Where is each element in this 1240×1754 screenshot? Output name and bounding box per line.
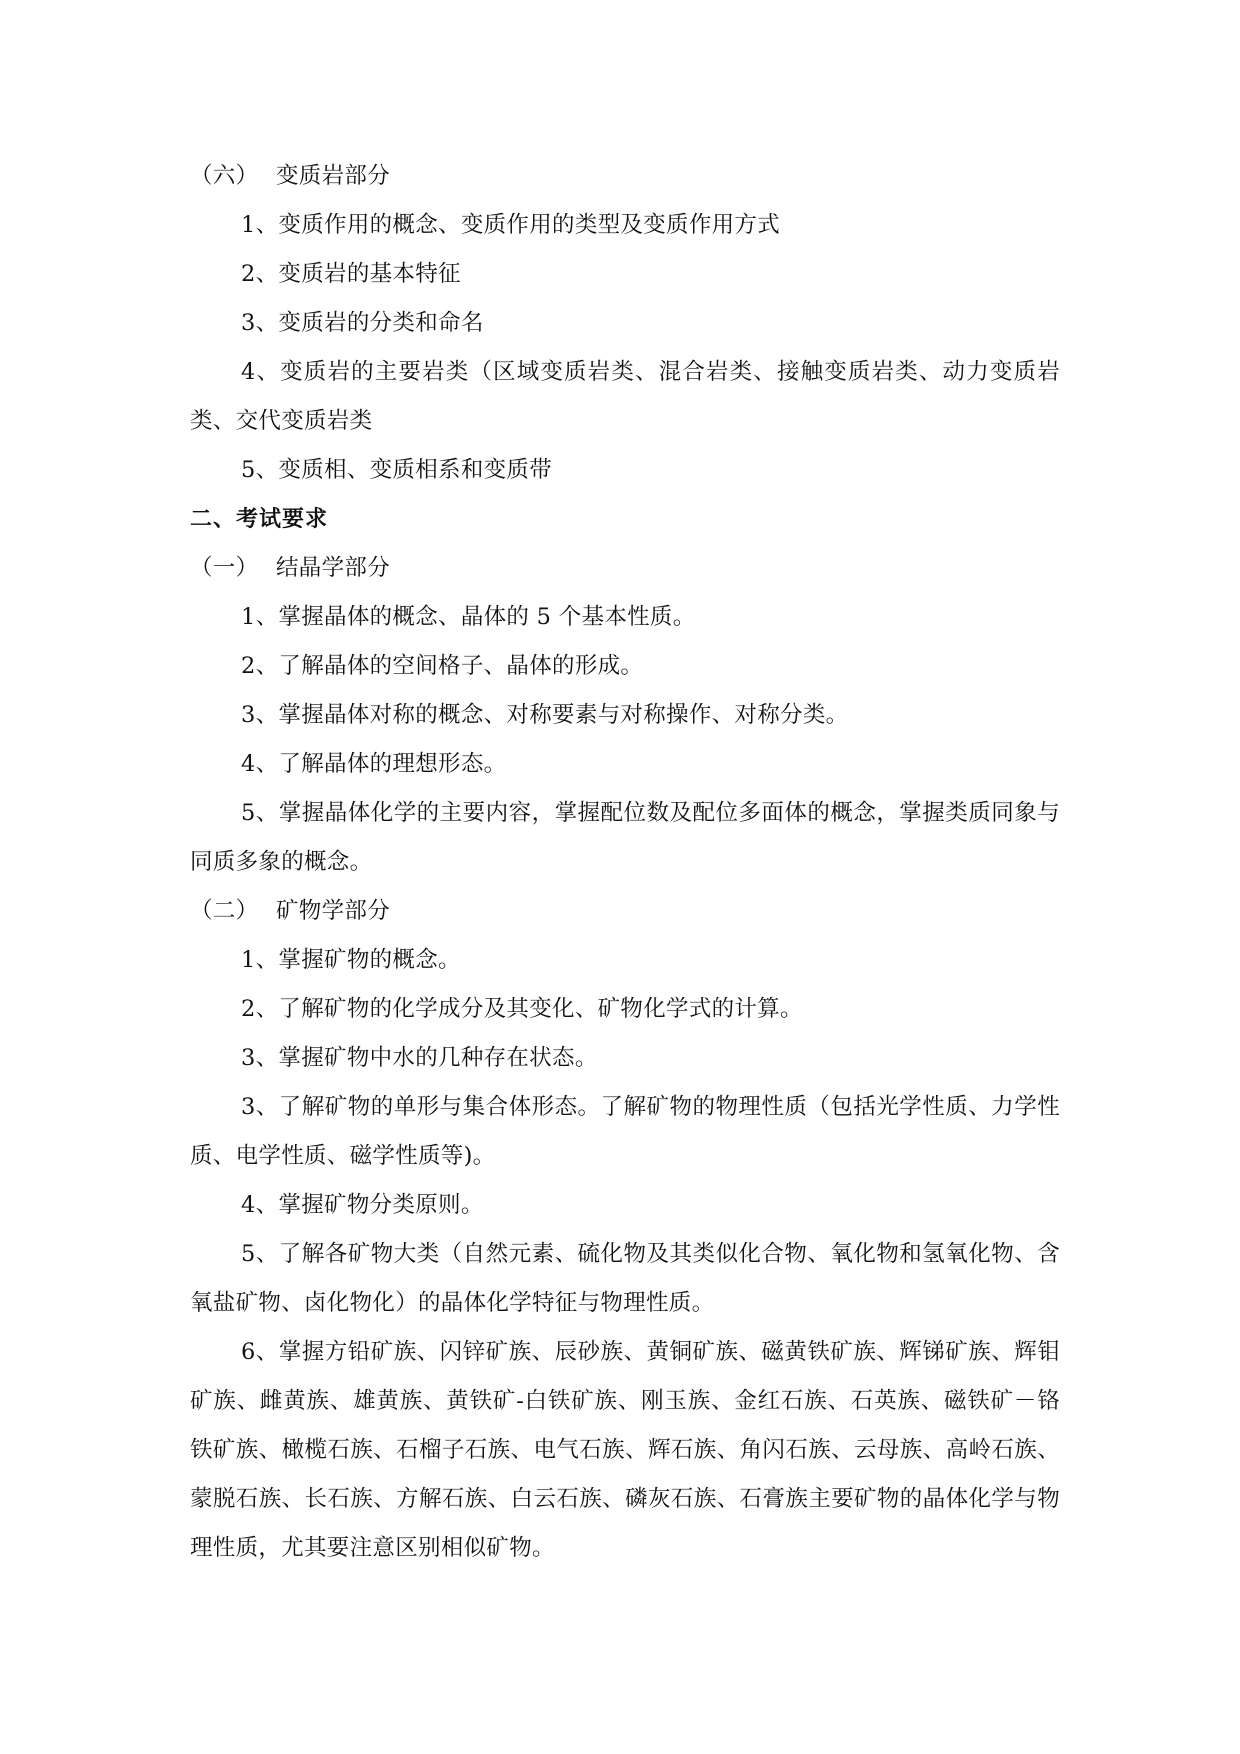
list-item: 1、掌握晶体的概念、晶体的 5 个基本性质。: [241, 604, 696, 630]
list-item: 2、变质岩的基本特征: [241, 261, 461, 287]
section-header-metamorphic: [190, 152, 1060, 201]
section-header-mineralogy: [190, 887, 1060, 936]
section-title: 变质岩部分: [276, 163, 391, 189]
list-item: 4、掌握矿物分类原则。: [241, 1192, 484, 1218]
list-item: 3、了解矿物的单形与集合体形态。了解矿物的物理性质（包括光学性质、力学性质、电学性质、磁学性质等)。: [190, 1094, 1060, 1169]
section-number: （一）: [190, 555, 259, 581]
document-body: [190, 152, 1060, 1573]
section-header-crystallography: [190, 544, 1060, 593]
section-number: （六）: [190, 163, 259, 189]
list-item: 1、掌握矿物的概念。: [241, 947, 461, 973]
section-title: 结晶学部分: [276, 555, 391, 581]
list-item: 4、变质岩的主要岩类（区域变质岩类、混合岩类、接触变质岩类、动力变质岩类、交代变质岩类: [190, 359, 1060, 434]
list-item: 3、掌握晶体对称的概念、对称要素与对称操作、对称分类。: [241, 702, 849, 728]
list-item: 1、变质作用的概念、变质作用的类型及变质作用方式: [241, 212, 781, 238]
list-item: 5、变质相、变质相系和变质带: [241, 457, 553, 483]
list-item: 5、掌握晶体化学的主要内容，掌握配位数及配位多面体的概念，掌握类质同象与同质多象的概念。: [190, 800, 1060, 875]
list-item: 5、了解各矿物大类（自然元素、硫化物及其类似化合物、氧化物和氢氧化物、含氧盐矿物、卤化物化）的晶体化学特征与物理性质。: [190, 1241, 1060, 1316]
exam-requirements-heading: 二、考试要求: [190, 507, 329, 532]
list-item: 2、了解矿物的化学成分及其变化、矿物化学式的计算。: [241, 996, 803, 1022]
section-title: 矿物学部分: [276, 898, 391, 924]
list-item: 6、掌握方铅矿族、闪锌矿族、辰砂族、黄铜矿族、磁黄铁矿族、辉锑矿族、辉钼矿族、雌黄族、雄黄族、黄铁矿-白铁矿族、刚玉族、金红石族、石英族、磁铁矿－铬铁矿族、橄榄石族、石榴子石族、电气石族、辉石族、角闪石族、云母族、高岭石族、蒙脱石族、长石族、方解石族、白云石族、磷灰石族、石膏族主要矿物的晶体化学与物理性质，尤其要注意区别相似矿物。: [190, 1339, 1060, 1561]
list-item: 3、掌握矿物中水的几种存在状态。: [241, 1045, 598, 1071]
list-item: 2、了解晶体的空间格子、晶体的形成。: [241, 653, 644, 679]
list-item: 4、了解晶体的理想形态。: [241, 751, 507, 777]
section-number: （二）: [190, 898, 259, 924]
list-item: 3、变质岩的分类和命名: [241, 310, 484, 336]
